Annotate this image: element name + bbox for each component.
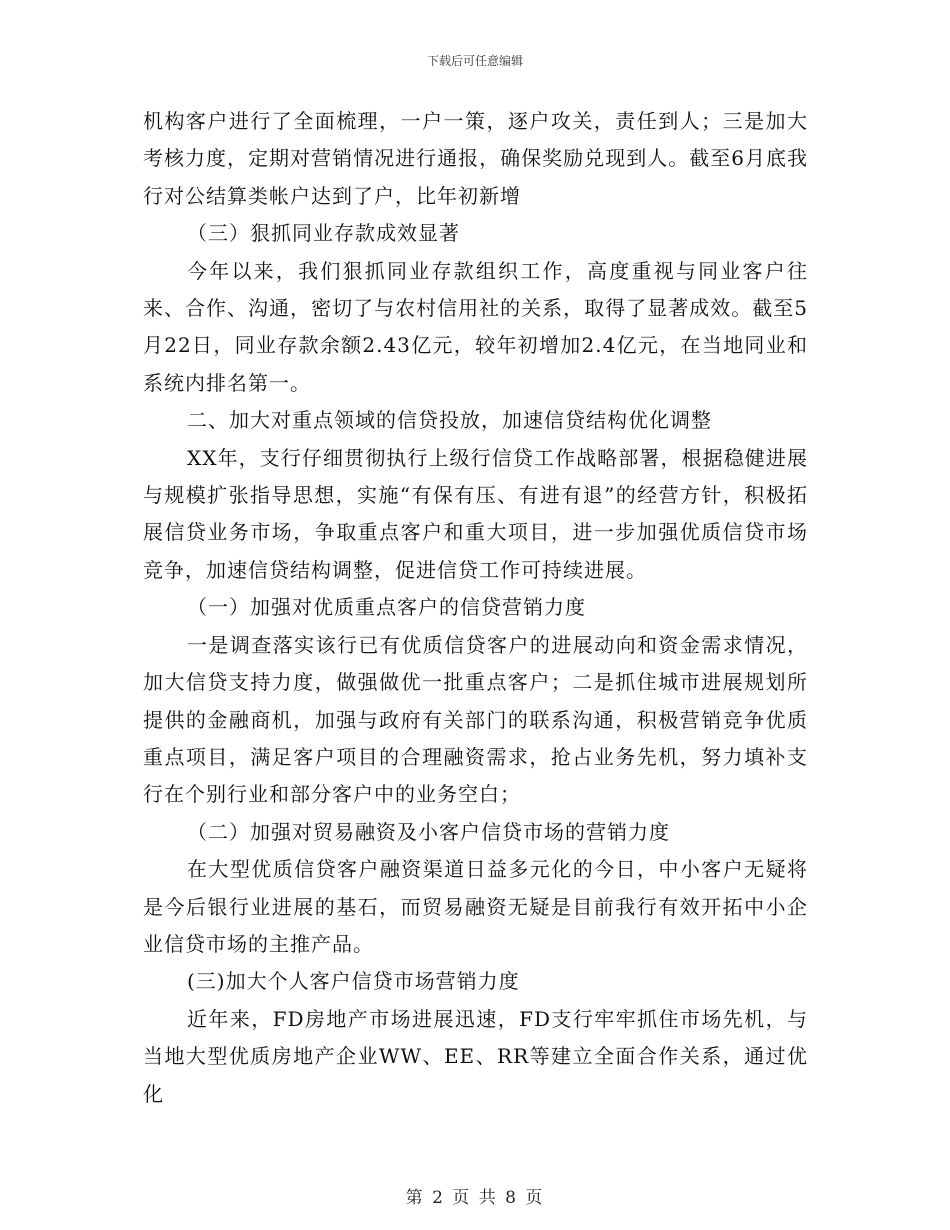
paragraph-key-clients: 一是调查落实该行已有优质信贷客户的进展动向和资金需求情况，加大信贷支持力度，做强做优一批重点客户；二是抓住城市进展规划所提供的金融商机，加强与政府有关部门的联系沟通，积极营销竞争优质重点项目，满足客户项目的合理融资需求，抢占业务先机，努力填补支行在个别行业和部分客户中的业务空白； [143, 632, 808, 807]
paragraph-interbank-deposits: 今年以来，我们狠抓同业存款组织工作，高度重视与同业客户往来、合作、沟通，密切了与农村信用社的关系，取得了显著成效。截至5月22日，同业存款余额2.43亿元，较年初增加2.4亿元，在当地同业和系统内排名第一。 [143, 258, 808, 395]
page-footer: 第 2 页 共 8 页 [405, 1188, 545, 1208]
paragraph-trade-finance: 在大型优质信贷客户融资渠道日益多元化的今日，中小客户无疑将是今后银行业进展的基石，而贸易融资无疑是目前我行有效开拓中小企业信贷市场的主推产品。 [143, 857, 808, 956]
section-heading-3: （三）狠抓同业存款成效显著 [187, 221, 460, 246]
paragraph-personal-credit: 近年来，FD房地产市场进展迅速，FD支行牢牢抓住市场先机，与当地大型优质房地产企业WW、EE、RR等建立全面合作关系，通过优化 [143, 1006, 808, 1106]
subsection-heading-2: （二）加强对贸易融资及小客户信贷市场的营销力度 [187, 819, 670, 844]
document-body [143, 103, 808, 1113]
section-heading-2: 二、加大对重点领域的信贷投放，加速信贷结构优化调整 [187, 408, 712, 433]
page-header: 下载后可任意编辑 [426, 54, 523, 68]
subsection-heading-3: (三)加大个人客户信贷市场营销力度 [187, 969, 520, 994]
paragraph-credit-strategy: XX年，支行仔细贯彻执行上级行信贷工作战略部署，根据稳健进展与规模扩张指导思想，实施“有保有压、有进有退”的经营方针，积极拓展信贷业务市场，争取重点客户和重大项目，进一步加强优质信贷市场竞争，加速信贷结构调整，促进信贷工作可持续进展。 [143, 445, 808, 582]
paragraph-1: 机构客户进行了全面梳理，一户一策，逐户攻关，责任到人；三是加大考核力度，定期对营销情况进行通报，确保奖励兑现到人。截至6月底我行对公结算类帐户达到了户，比年初新增 [143, 109, 808, 208]
subsection-heading-1: （一）加强对优质重点客户的信贷营销力度 [187, 595, 586, 620]
